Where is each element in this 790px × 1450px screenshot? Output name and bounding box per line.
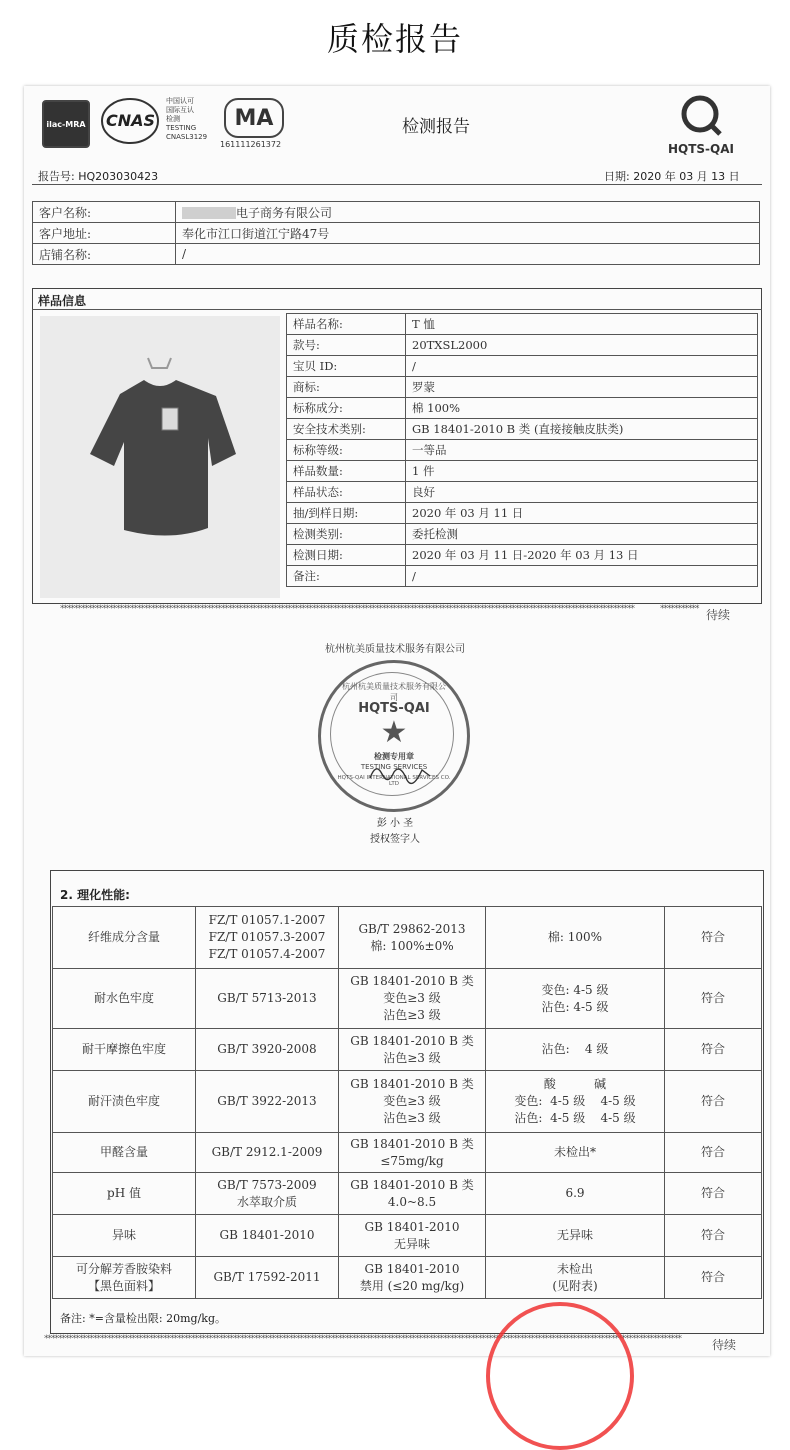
bottom-star-divider: **************************************************************************************************************************************************************************************	[44, 1334, 681, 1344]
continued-label: 待续	[706, 608, 731, 622]
issuing-company: 杭州杭美质量技术服务有限公司	[325, 644, 465, 655]
bottom-continued-label: 待续	[712, 1338, 737, 1352]
company-seal	[318, 660, 470, 812]
t-shirt-icon	[40, 316, 280, 598]
table-row: 可分解芳香胺染料 【黑色面料】 GB/T 17592-2011 GB 18401-2010 禁用 (≤20 mg/kg) 未检出 (见附表) 符合	[53, 1257, 762, 1299]
table-row: 备注: /	[287, 566, 758, 587]
report-number: 报告号: HQ203030423	[38, 170, 159, 183]
table-row	[33, 202, 760, 223]
performance-note: 备注: *=含量检出限: 20mg/kg。	[60, 1312, 227, 1325]
table-row: 标称成分: 棉 100%	[287, 398, 758, 419]
table-row: 安全技术类别: GB 18401-2010 B 类 (直接接触皮肤类)	[287, 419, 758, 440]
cnas-logo: CNAS	[100, 96, 162, 146]
table-row: 异味 GB 18401-2010 GB 18401-2010 无异味 无异味 符合	[53, 1215, 762, 1257]
star-icon: ★	[380, 715, 408, 750]
cma-logo: MA	[224, 98, 284, 138]
star-divider-end: ***********	[660, 604, 699, 614]
red-seal-partial	[486, 1302, 634, 1450]
client-address-label: 客户地址:	[33, 223, 176, 244]
client-name-label: 客户名称:	[33, 202, 176, 223]
table-row: 样品名称: T 恤	[287, 314, 758, 335]
client-name-value: 电子商务有限公司	[176, 202, 760, 223]
table-row	[33, 244, 760, 265]
table-row: 甲醛含量 GB/T 2912.1-2009 GB 18401-2010 B 类 ≤75mg/kg 未检出* 符合	[53, 1133, 762, 1173]
star-divider: ********************************************************************************************************************************************************************	[60, 604, 634, 614]
table-row: 耐水色牢度 GB/T 5713-2013 GB 18401-2010 B 类 变色≥3 级 沾色≥3 级 变色: 4-5 级 沾色: 4-5 级 符合	[53, 969, 762, 1029]
performance-section-title: 2. 理化性能:	[60, 888, 130, 902]
performance-table	[52, 906, 762, 1299]
table-row: 样品状态: 良好	[287, 482, 758, 503]
client-info-table	[32, 201, 760, 265]
signer-title: 授权签字人	[370, 834, 420, 845]
table-row: 纤维成分含量 FZ/T 01057.1-2007 FZ/T 01057.3-2007 FZ/T 01057.4-2007 GB/T 29862-2013 棉: 100%±0% 棉: 100% 符合	[53, 907, 762, 969]
shop-name-label: 店铺名称:	[33, 244, 176, 265]
table-row: 款号: 20TXSL2000	[287, 335, 758, 356]
sample-detail-table	[286, 313, 758, 587]
signer-name: 彭 小 圣	[376, 818, 414, 829]
client-address-value: 奉化市江口街道江宁路47号	[176, 223, 760, 244]
seal-line1: 检测专用章	[374, 752, 414, 761]
seal-top-text: 杭州杭美质量技术服务有限公司	[342, 682, 446, 702]
redacted-block	[182, 207, 236, 219]
cma-number: 161111261372	[220, 140, 282, 149]
hqts-logo: HQTS-QAI	[656, 94, 746, 154]
page-title: 质检报告	[326, 20, 463, 58]
table-row: 商标: 罗蒙	[287, 377, 758, 398]
hqts-magnifier-icon	[656, 94, 746, 138]
table-row: 宝贝 ID: /	[287, 356, 758, 377]
table-row: 样品数量: 1 件	[287, 461, 758, 482]
seal-line2: TESTING SERVICES	[360, 763, 428, 771]
sample-section-title: 样品信息	[38, 294, 87, 308]
header-divider	[32, 184, 762, 185]
table-row: 耐干摩擦色牢度 GB/T 3920-2008 GB 18401-2010 B 类 沾色≥3 级 沾色: 4 级 符合	[53, 1029, 762, 1071]
table-row: 检测日期: 2020 年 03 月 11 日-2020 年 03 月 13 日	[287, 545, 758, 566]
seal-center-text: HQTS-QAI	[358, 701, 430, 716]
table-row	[33, 223, 760, 244]
handwritten-signature-icon	[366, 760, 436, 786]
sample-title-divider	[32, 309, 762, 310]
report-date: 日期: 2020 年 03 月 13 日	[604, 170, 740, 183]
table-row: 检测类别: 委托检测	[287, 524, 758, 545]
cnas-accreditation-text: 中国认可 国际互认 检测 TESTING CNASL3129	[166, 97, 208, 141]
shop-name-value: /	[176, 244, 760, 265]
sample-photo	[40, 316, 280, 598]
seal-bottom-text: HQTS-QAI INTERNATIONAL SERVICES CO. LTD	[337, 775, 451, 787]
table-row: 抽/到样日期: 2020 年 03 月 11 日	[287, 503, 758, 524]
table-row: 耐汗渍色牢度 GB/T 3922-2013 GB 18401-2010 B 类 变色≥3 级 沾色≥3 级 酸 碱 变色: 4-5 级 4-5 级 沾色: 4-5 级 4-5 级 符合	[53, 1071, 762, 1133]
ilac-mra-logo: ilac-MRA	[42, 100, 90, 148]
table-row: 标称等级: 一等品	[287, 440, 758, 461]
report-heading: 检测报告	[402, 117, 470, 137]
table-row: pH 值 GB/T 7573-2009 水萃取介质 GB 18401-2010 B 类 4.0~8.5 6.9 符合	[53, 1173, 762, 1215]
